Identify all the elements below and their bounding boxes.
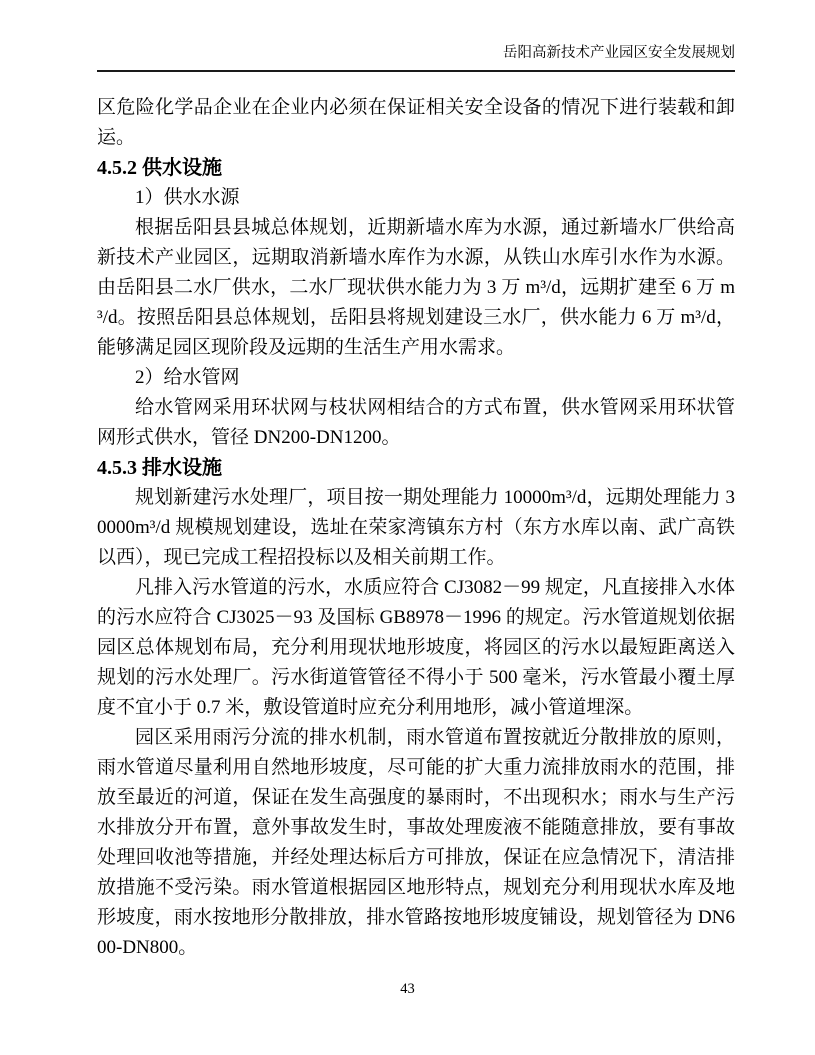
header-title: 岳阳高新技术产业园区安全发展规划	[503, 45, 735, 61]
paragraph-sewage-standards: 凡排入污水管道的污水，水质应符合 CJ3082－99 规定，凡直接排入水体的污水应符合 CJ3025－93 及国标 GB8978－1996 的规定。污水管道规划依据园区总体规划布局，充分利用现状地形坡度，将园区的污水以最短距离送入规划的污水处理厂。污水街道管管径不得小于 500 毫米，污水管最小覆土厚度不宜小于 0.7 米，敷设管道时应充分利用地形，减小管道埋深。	[97, 577, 735, 718]
paragraph-hazchem-loading: 区危险化学品企业在企业内必须在保证相关安全设备的情况下进行装载和卸运。	[97, 97, 735, 148]
page-number: 43	[400, 981, 415, 997]
paragraph-sewage-plant: 规划新建污水处理厂，项目按一期处理能力 10000m³/d，远期处理能力 30000m³/d 规模规划建设，选址在荣家湾镇东方村（东方水库以南、武广高铁以西），现已完成工程招投标以及相关前期工作。	[97, 487, 735, 568]
subheading-water-network: 2）给水管网	[135, 367, 240, 388]
paragraph-water-network: 给水管网采用环状网与枝状网相结合的方式布置，供水管网采用环状管网形式供水，管径 DN200-DN1200。	[97, 397, 735, 448]
heading-drainage-facilities: 4.5.3 排水设施	[97, 457, 222, 479]
heading-water-supply-facilities: 4.5.2 供水设施	[97, 157, 222, 179]
page-header	[97, 44, 735, 72]
subheading-water-source: 1）供水水源	[135, 187, 240, 208]
document-body	[97, 93, 735, 963]
paragraph-water-source: 根据岳阳县县城总体规划，近期新墙水库为水源，通过新墙水厂供给高新技术产业园区，远期取消新墙水库作为水源，从铁山水库引水作为水源。由岳阳县二水厂供水，二水厂现状供水能力为 3 万 m³/d，远期扩建至 6 万 m³/d。按照岳阳县总体规划，岳阳县将规划建设三水厂，供水能力 6 万 m³/d，能够满足园区现阶段及远期的生活生产用水需求。	[97, 217, 735, 358]
paragraph-stormwater-drainage: 园区采用雨污分流的排水机制，雨水管道布置按就近分散排放的原则，雨水管道尽量利用自然地形坡度，尽可能的扩大重力流排放雨水的范围，排放至最近的河道，保证在发生高强度的暴雨时，不出现积水；雨水与生产污水排放分开布置，意外事故发生时，事故处理废液不能随意排放，要有事故处理回收池等措施，并经处理达标后方可排放，保证在应急情况下，清洁排放措施不受污染。雨水管道根据园区地形特点，规划充分利用现状水库及地形坡度，雨水按地形分散排放，排水管路按地形坡度铺设，规划管径为 DN600-DN800。	[97, 727, 735, 958]
